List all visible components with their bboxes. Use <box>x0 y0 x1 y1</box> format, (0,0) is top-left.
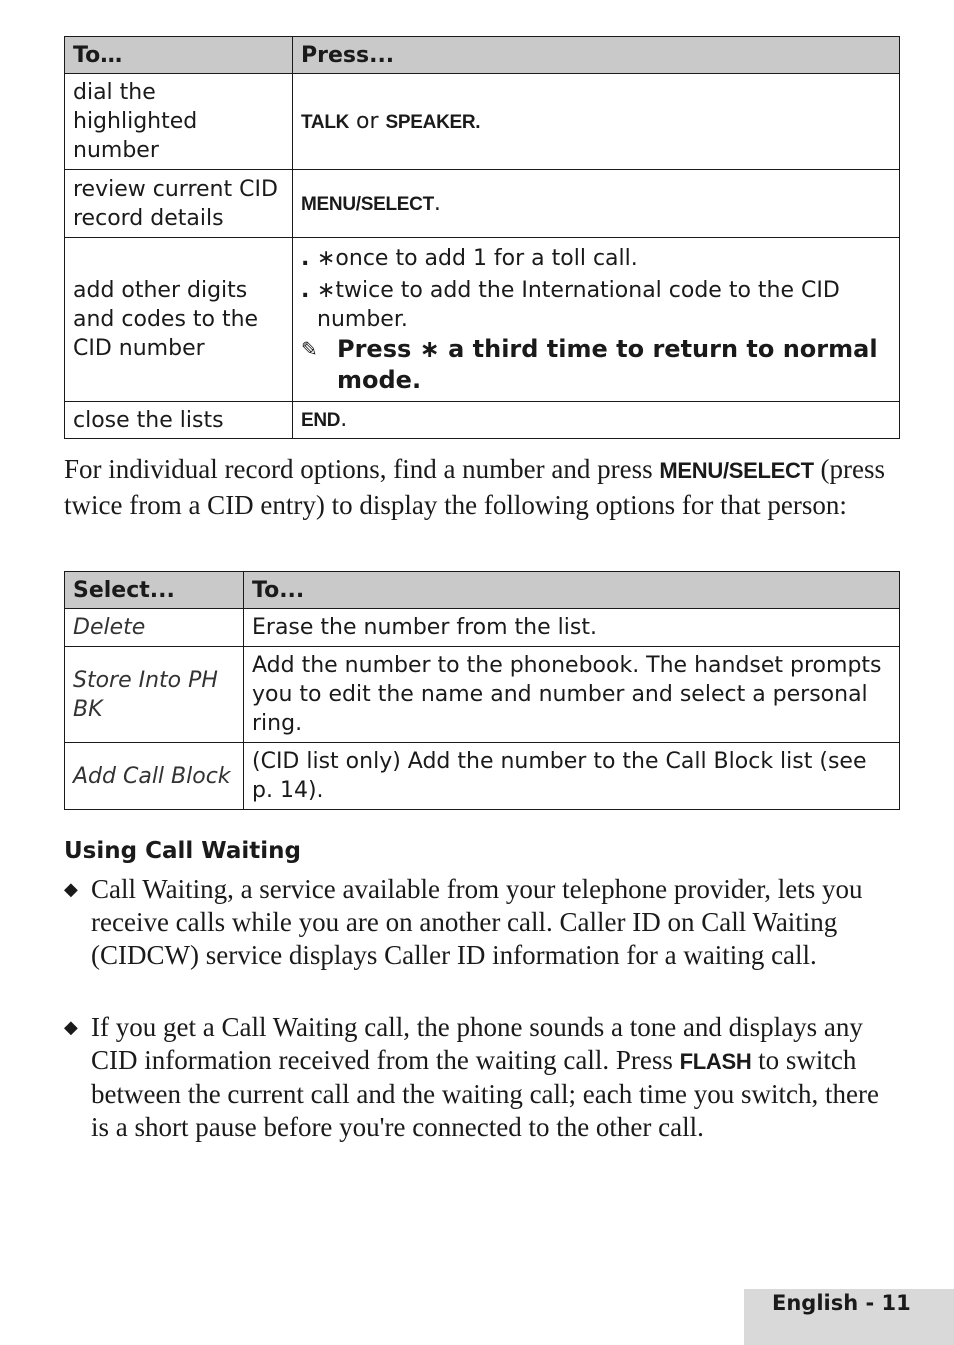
table-row <box>65 609 900 647</box>
option-description: (CID list only) Add the number to the Call Block list (see p. 14). <box>244 743 900 810</box>
action-cell: close the lists <box>65 402 293 439</box>
list-item <box>301 244 891 273</box>
action-cell: review current CID record details <box>65 170 293 238</box>
header-press: Press... <box>293 37 900 74</box>
press-cell <box>293 238 900 402</box>
table-row <box>65 74 900 170</box>
option-description: Add the number to the phonebook. The handset prompts you to edit the name and number and select a personal ring. <box>244 647 900 743</box>
option-add-call-block: Add Call Block <box>65 743 244 810</box>
note <box>301 334 891 396</box>
table-row <box>65 238 900 402</box>
action-cell: add other digits and codes to the CID number <box>65 238 293 402</box>
note-text: Press ∗ a third time to return to normal mode. <box>337 334 878 394</box>
record-options-table <box>64 571 900 810</box>
call-waiting-flash-text <box>91 1011 900 1144</box>
press-cell <box>293 170 900 238</box>
table-row <box>65 647 900 743</box>
list-item <box>64 1011 900 1144</box>
page-number-footer: English - 11 <box>744 1289 954 1345</box>
talk-key: TALK <box>301 111 350 133</box>
menu-select-key: MENU/SELECT <box>659 458 814 483</box>
table-row <box>65 743 900 810</box>
flash-key: FLASH <box>679 1049 752 1074</box>
press-cell <box>293 402 900 439</box>
end-key: END <box>301 410 341 431</box>
option-description: Erase the number from the list. <box>244 609 900 647</box>
press-cell <box>293 74 900 170</box>
table-row <box>65 170 900 238</box>
action-cell: dial the highlighted number <box>65 74 293 170</box>
pencil-note-icon: ✎ <box>301 336 318 361</box>
header-to: To… <box>65 37 293 74</box>
call-waiting-text: Call Waiting, a service available from your telephone provider, lets you receive calls while you are on another call. Caller ID on Call Waiting (CIDCW) service displays Caller ID information for a waiting call. <box>91 874 863 970</box>
section-heading: Using Call Waiting <box>64 838 301 864</box>
header-to: To... <box>244 572 900 609</box>
period-text: . <box>340 407 348 432</box>
table-header-row <box>65 572 900 609</box>
record-options-paragraph <box>64 452 900 522</box>
or-text: or <box>349 108 386 134</box>
option-store-into-ph-bk: Store Into PH BK <box>65 647 244 743</box>
speaker-key: SPEAKER. <box>385 111 481 133</box>
table-header-row <box>65 37 900 74</box>
toll-call-text: ∗once to add 1 for a toll call. <box>317 245 638 271</box>
header-select: Select... <box>65 572 244 609</box>
diamond-bullet-icon: ◆ <box>64 879 78 899</box>
key-action-table <box>64 36 900 439</box>
list-item <box>64 873 900 972</box>
bullet-text: If you get a Call Waiting call, the phone sounds a tone and displays any CID information received from the waiting call. Press <box>91 1012 863 1075</box>
bullet-text: to switch between the current call and the waiting call; each time you switch, there is a short pause before you're connected to the other call. <box>91 1045 879 1142</box>
international-code-text: ∗twice to add the International code to the CID number. <box>317 277 840 332</box>
bullet-dot-icon: . <box>301 277 310 303</box>
period-text: . <box>433 190 441 216</box>
paragraph-text: For individual record options, find a number and press <box>64 454 660 484</box>
option-delete: Delete <box>65 609 244 647</box>
bullet-dot-icon: . <box>301 245 310 271</box>
menu-select-key: MENU/SELECT <box>301 193 434 215</box>
paragraph-text: (press twice from a CID entry) to display the following options for that person: <box>64 454 885 520</box>
table-row <box>65 402 900 439</box>
list-item <box>301 276 891 334</box>
diamond-bullet-icon: ◆ <box>64 1017 78 1037</box>
